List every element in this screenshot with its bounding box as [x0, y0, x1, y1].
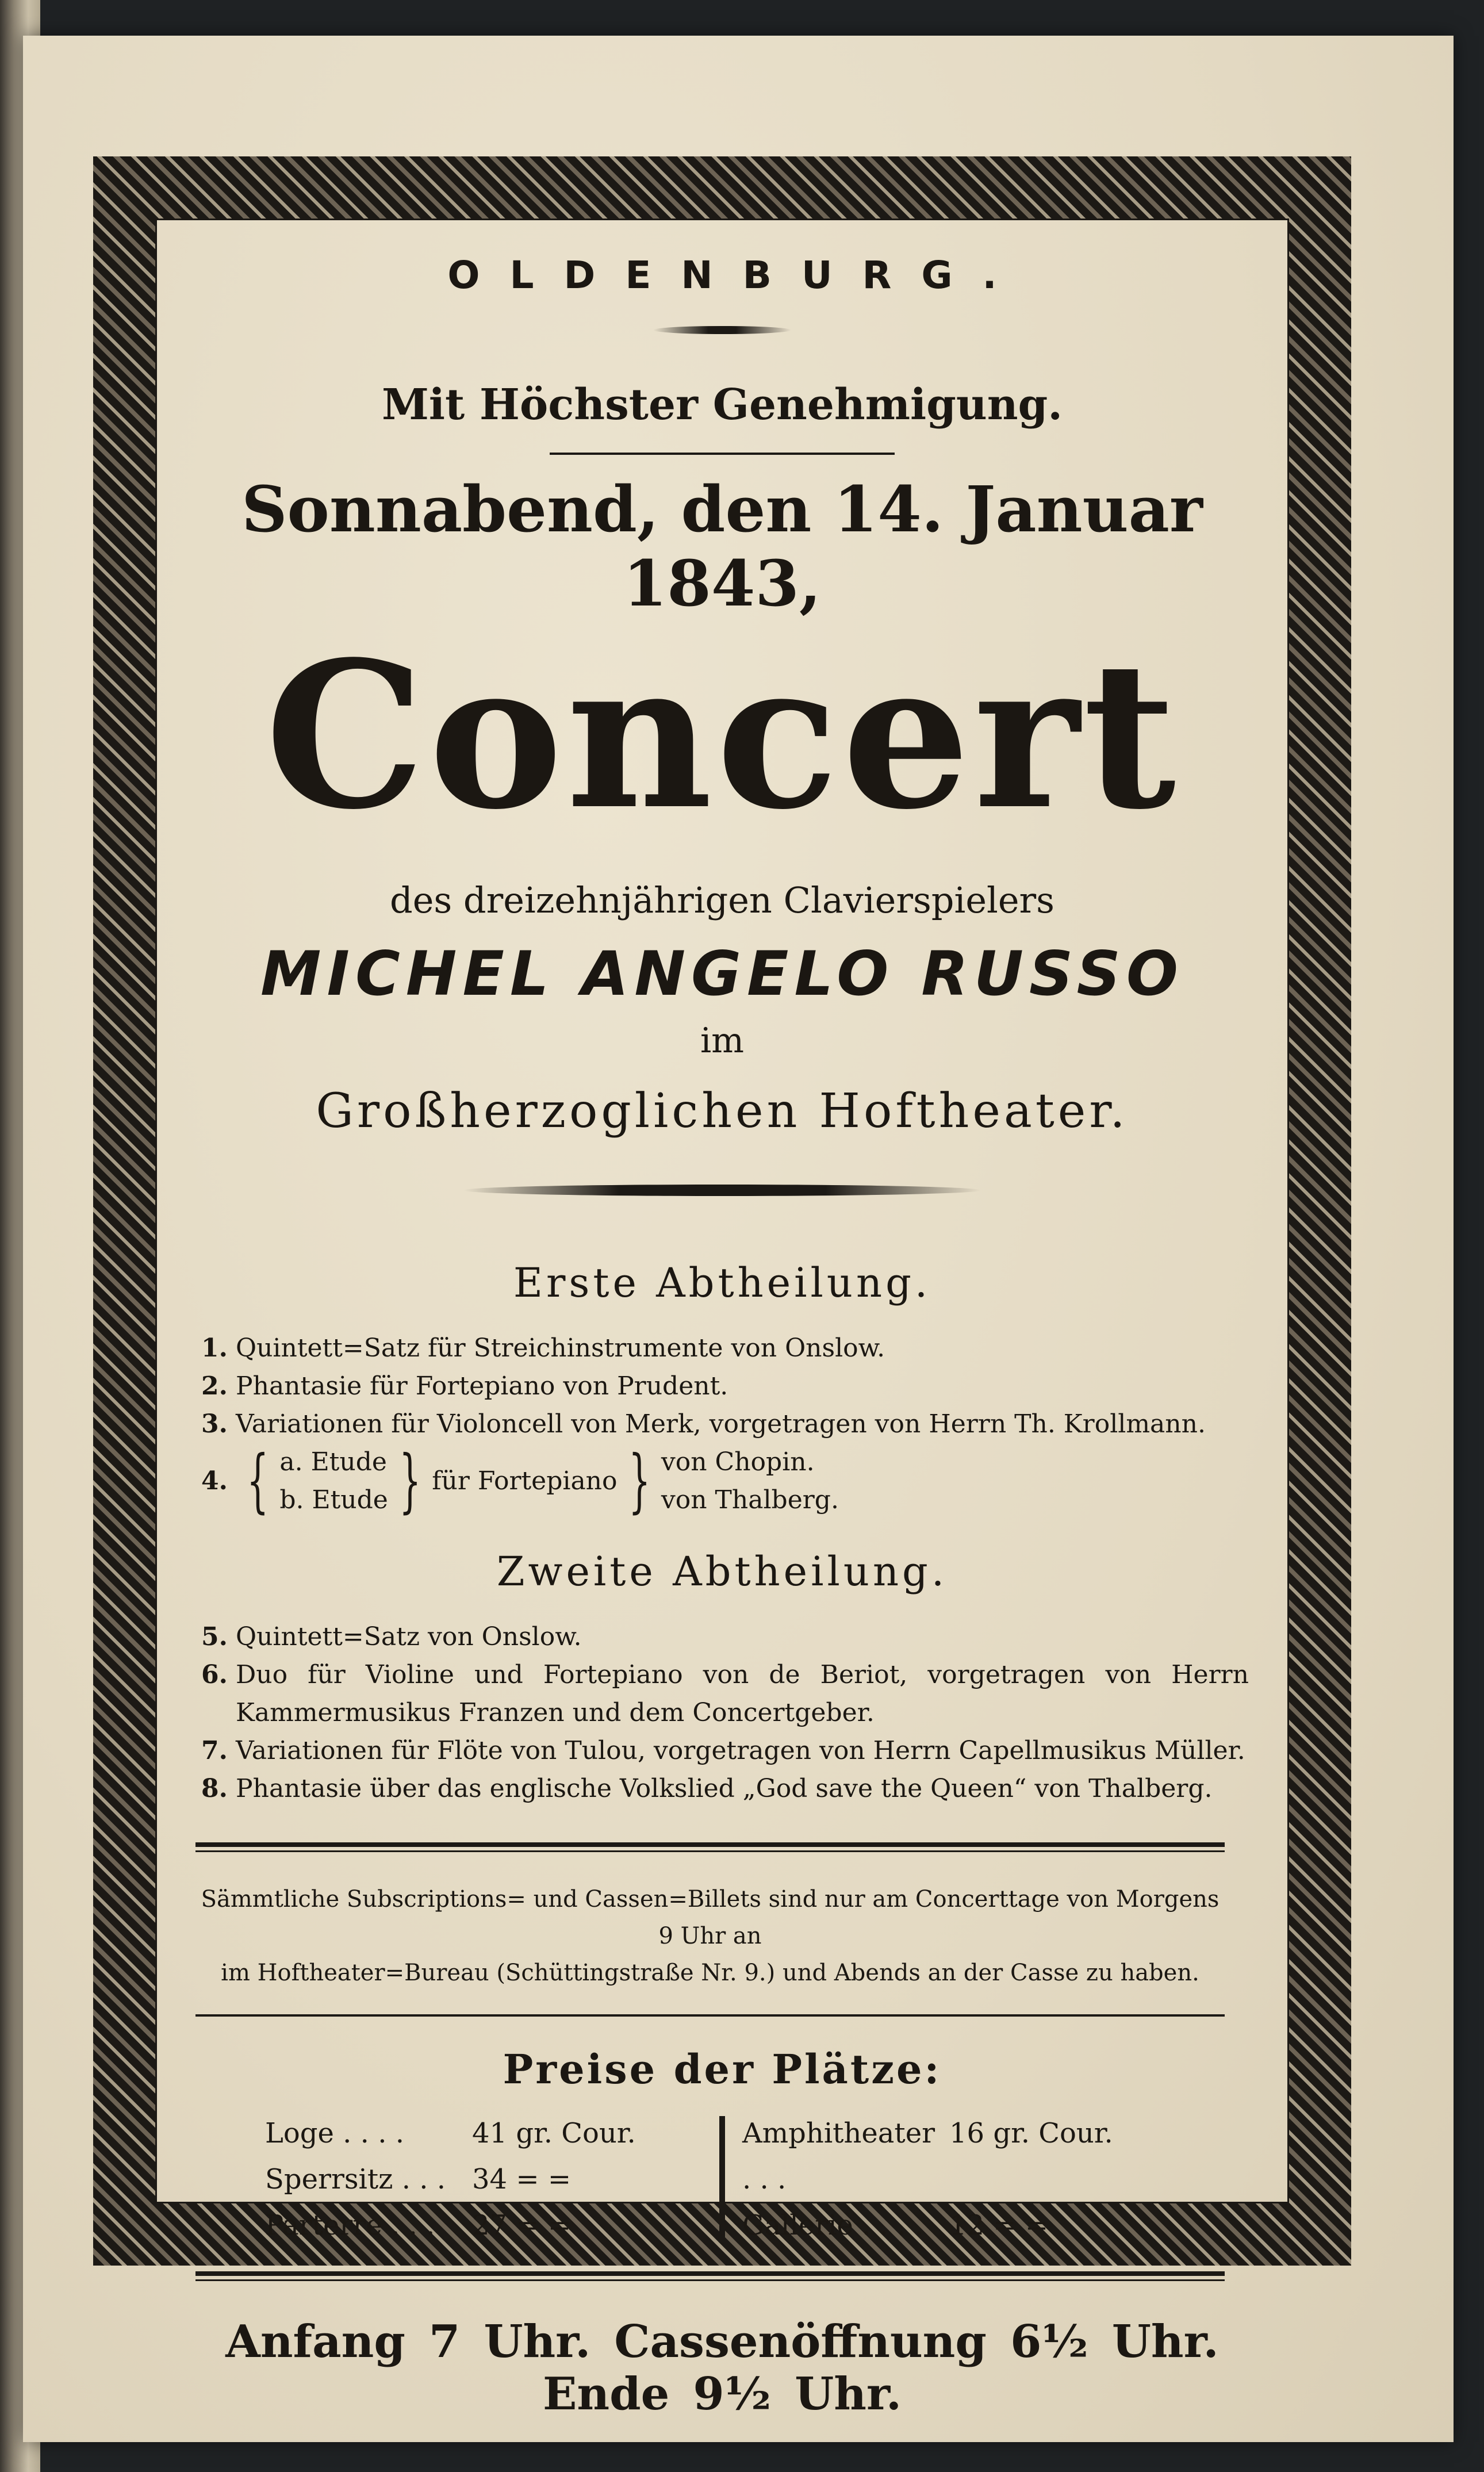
- price-column-left: [248, 2110, 719, 2248]
- notice-line: Sämmtliche Subscriptions= und Cassen=Billets sind nur am Concerttage von Morgens 9 Uhr an: [201, 1886, 1220, 1949]
- concert-title: Concert: [264, 617, 1180, 854]
- price-row: [265, 2202, 702, 2248]
- seat-price: 12 = =: [949, 2209, 1049, 2241]
- part-two-title: Zweite Abtheilung.: [496, 1548, 948, 1595]
- program-item: [201, 1732, 1272, 1770]
- item-number: 4.: [201, 1466, 228, 1496]
- right-brace: }: [398, 1441, 421, 1521]
- city-heading: OLDENBURG.: [447, 253, 1027, 297]
- item-text: Phantasie für Fortepiano von Prudent.: [236, 1371, 728, 1401]
- composer-a: von Chopin.: [661, 1447, 815, 1477]
- seat-category: Loge . . . .: [265, 2117, 404, 2149]
- price-row: [742, 2202, 1179, 2248]
- price-row: [265, 2156, 702, 2202]
- item-number: 8.: [201, 1774, 228, 1803]
- poster-content: [172, 230, 1272, 2420]
- small-ornament: [653, 326, 791, 334]
- performer-name: MICHEL ANGELO RUSSO: [260, 938, 1184, 1009]
- program-item: [201, 1329, 1272, 1367]
- permission-line: Mit Höchster Genehmigung.: [382, 380, 1063, 430]
- seat-category: Amphitheater . . .: [742, 2117, 935, 2195]
- left-brace: {: [247, 1441, 269, 1521]
- etude-composers: [661, 1443, 839, 1519]
- seat-price: 27 = =: [472, 2209, 572, 2241]
- seat-price: 41 gr. Cour.: [472, 2117, 636, 2149]
- item-text: Quintett=Satz von Onslow.: [236, 1622, 582, 1651]
- preposition: im: [700, 1021, 745, 1061]
- venue-name: Großherzoglichen Hoftheater.: [316, 1084, 1129, 1139]
- event-times: Anfang 7 Uhr. Cassenöffnung 6½ Uhr. Ende 9½ Uhr.: [225, 2316, 1219, 2420]
- performer-description: des dreizehnjährigen Clavierspielers: [390, 879, 1054, 921]
- program-item: [201, 1618, 1272, 1656]
- ticket-notice: [195, 1881, 1225, 1991]
- prices-title: Preise der Plätze:: [503, 2045, 942, 2093]
- etude-b: b. Etude: [279, 1485, 388, 1515]
- price-row: [742, 2110, 1179, 2202]
- item-text: Duo für Violine und Fortepiano von de Beriot, vorgetragen von Herrn Kammermusikus Franzen und dem Concertgeber.: [236, 1660, 1249, 1727]
- large-ornament: [463, 1185, 981, 1196]
- seat-category: Gallerie . . . .: [742, 2209, 923, 2241]
- seat-category: Parterre . . .: [265, 2209, 435, 2241]
- part-one-title: Erste Abtheilung.: [513, 1259, 931, 1306]
- etude-a: a. Etude: [279, 1447, 387, 1477]
- part-two-program: [201, 1618, 1272, 1808]
- right-brace: }: [628, 1441, 650, 1521]
- double-rule: [195, 2271, 1225, 2281]
- item-text: Variationen für Violoncell von Merk, vorgetragen von Herrn Th. Krollmann.: [236, 1409, 1206, 1439]
- price-table: [172, 2110, 1272, 2248]
- seat-price: 16 gr. Cour.: [949, 2117, 1113, 2149]
- program-item: [201, 1405, 1272, 1443]
- program-item: [201, 1770, 1272, 1808]
- composer-b: von Thalberg.: [661, 1485, 839, 1515]
- divider: [550, 453, 895, 455]
- item-text: Variationen für Flöte von Tulou, vorgetragen von Herrn Capellmusikus Müller.: [236, 1736, 1245, 1765]
- seat-category: Sperrsitz . . .: [265, 2163, 446, 2195]
- double-rule: [195, 1842, 1225, 1852]
- program-item-etudes: [201, 1443, 1272, 1519]
- price-row: [265, 2110, 702, 2156]
- item-text: Quintett=Satz für Streichinstrumente von Onslow.: [236, 1333, 885, 1363]
- seat-price: 34 = =: [472, 2163, 572, 2195]
- price-column-right: [725, 2110, 1197, 2248]
- notice-line: im Hoftheater=Bureau (Schüttingstraße Nr. 9.) und Abends an der Casse zu haben.: [221, 1960, 1199, 1986]
- program-item: [201, 1656, 1272, 1732]
- program-item: [201, 1367, 1272, 1405]
- item-number: 5.: [201, 1622, 228, 1651]
- etude-instrument: für Fortepiano: [432, 1466, 618, 1496]
- item-number: 7.: [201, 1736, 228, 1765]
- item-number: 1.: [201, 1333, 228, 1363]
- item-number: 2.: [201, 1371, 228, 1401]
- column-separator: [719, 2116, 725, 2243]
- item-number: 3.: [201, 1409, 228, 1439]
- item-number: 6.: [201, 1660, 228, 1689]
- event-date: Sonnabend, den 14. Januar 1843,: [241, 472, 1203, 620]
- single-rule: [195, 2014, 1225, 2017]
- item-text: Phantasie über das englische Volkslied „God save the Queen“ von Thalberg.: [236, 1774, 1213, 1803]
- part-one-program: [201, 1329, 1272, 1519]
- etude-list: [279, 1443, 388, 1519]
